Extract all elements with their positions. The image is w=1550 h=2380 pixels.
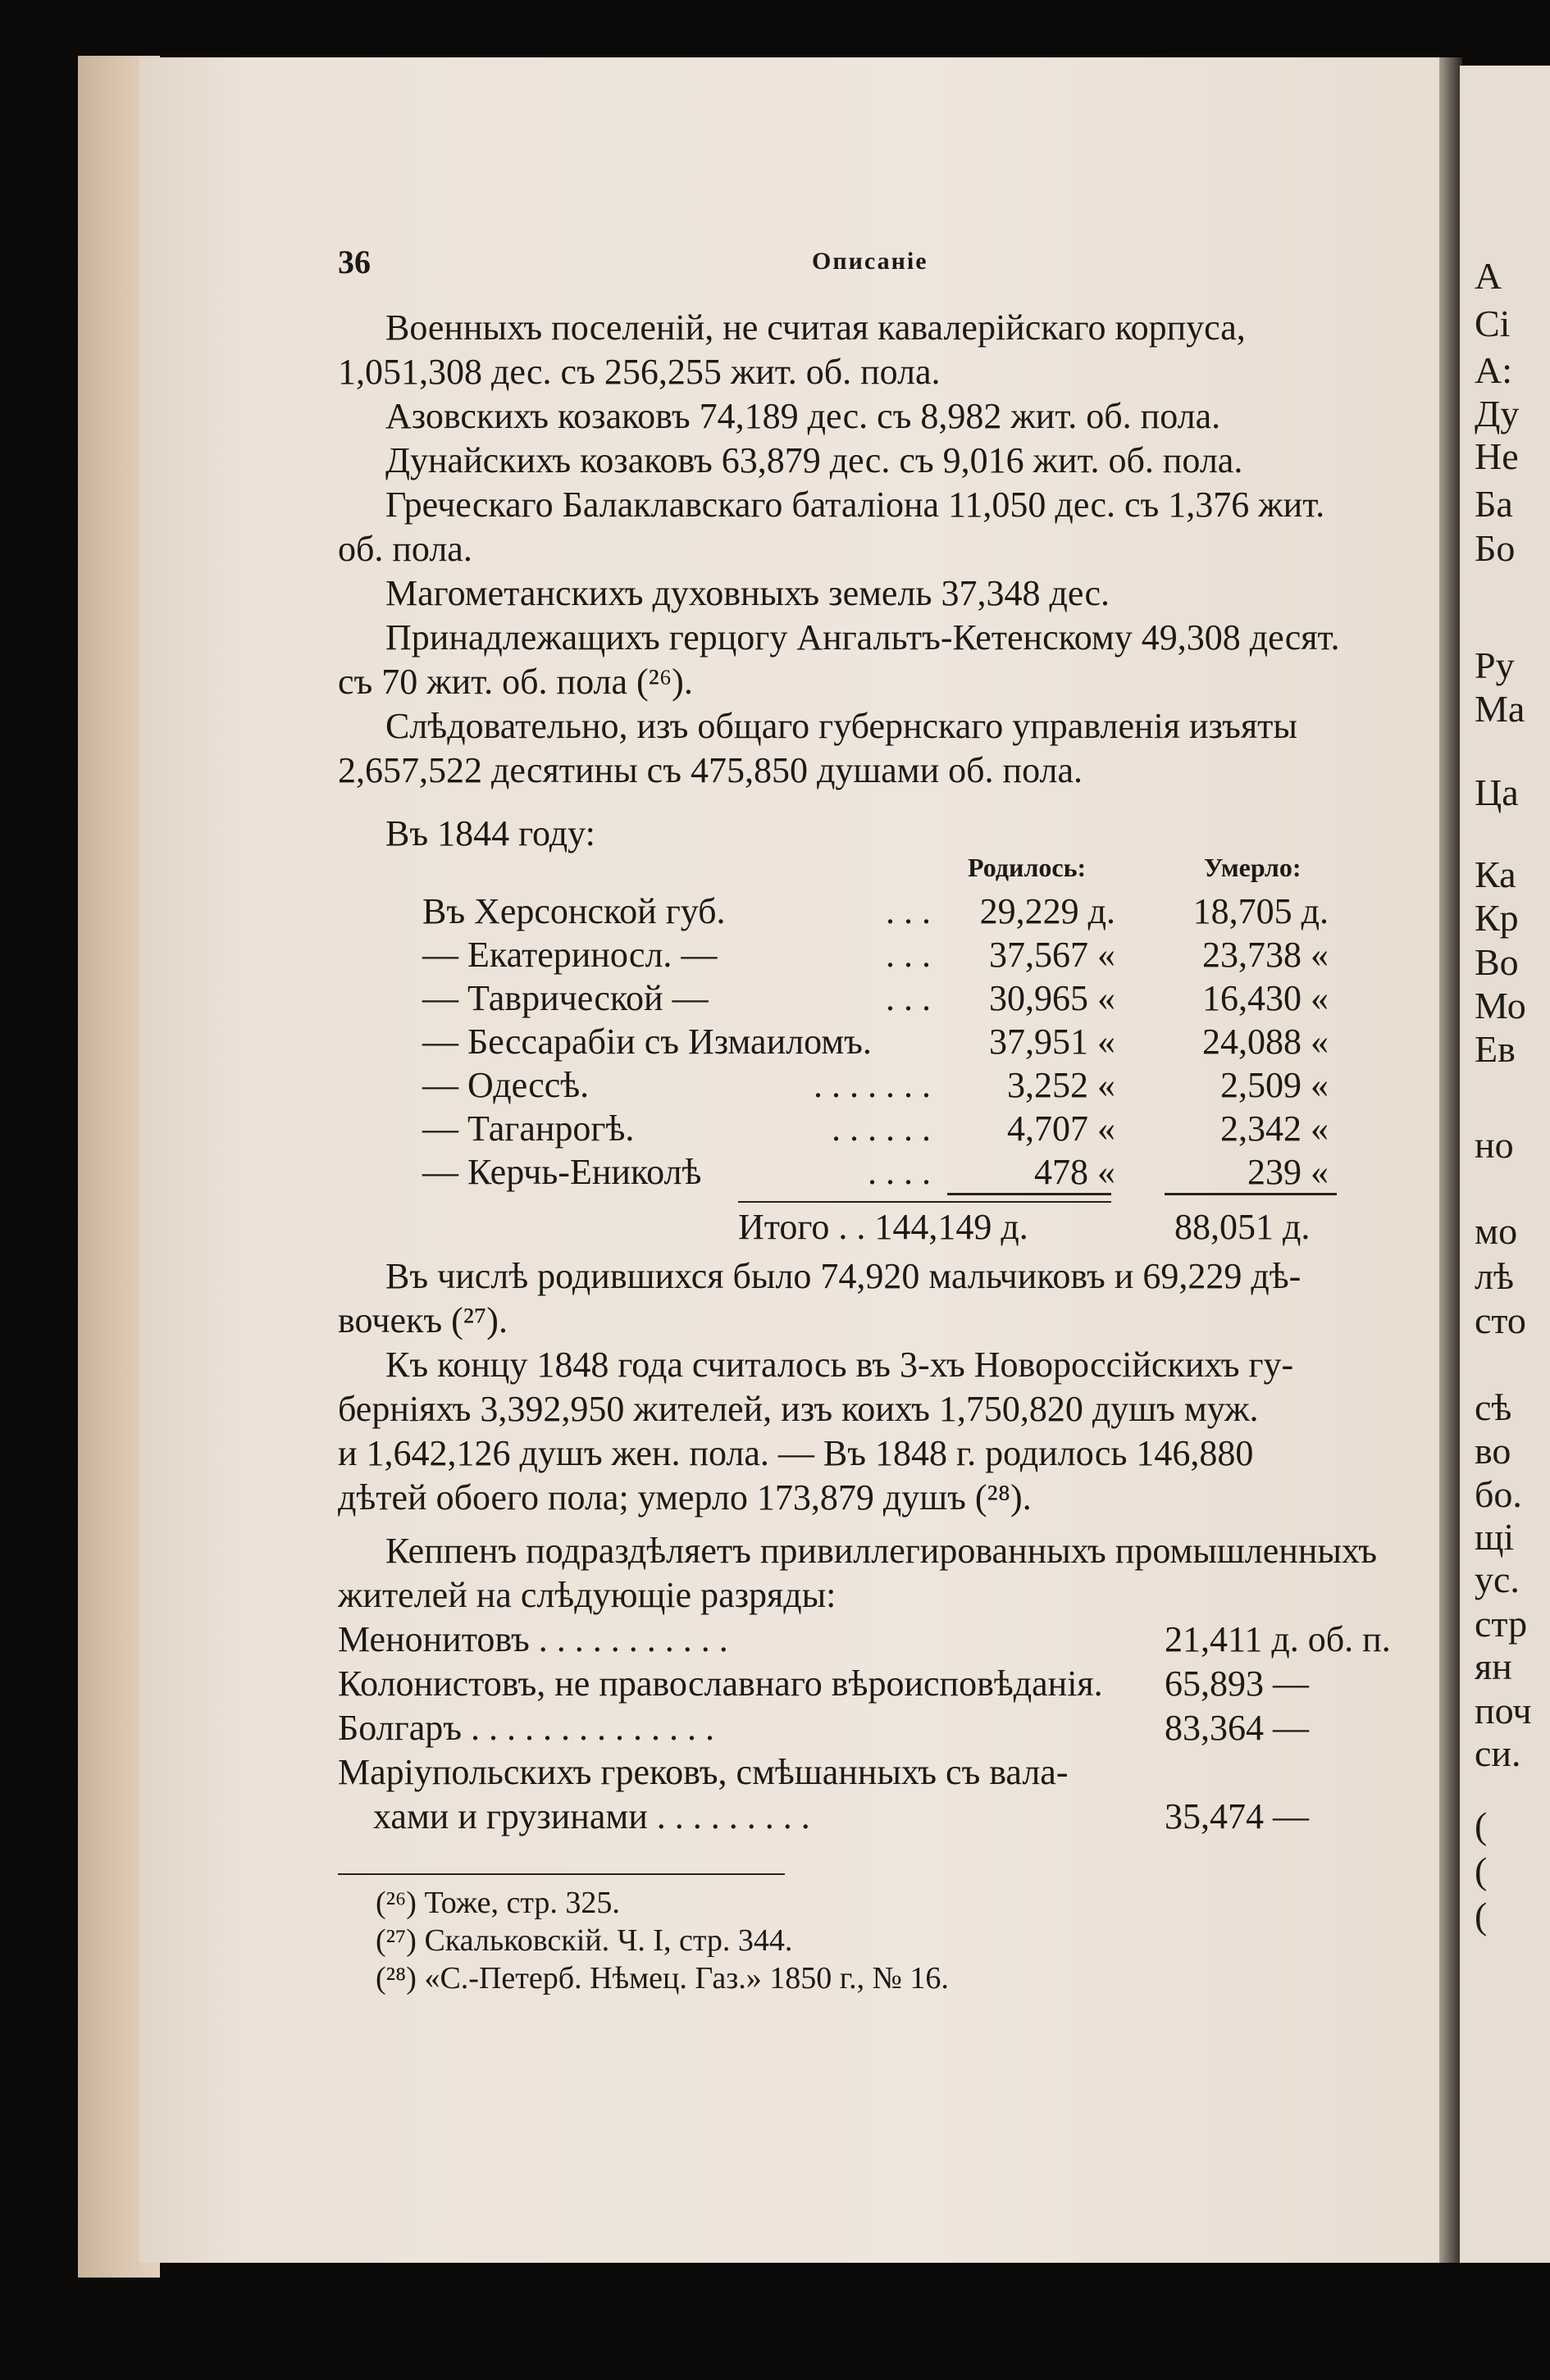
facing-page-fragment: лѣ [1475, 1255, 1514, 1297]
text-line: дѣтей обоего пола; умерло 173,879 душъ (²⁸). [338, 1477, 1032, 1518]
table-row-label: — Керчь-Eниколѣ [422, 1152, 702, 1192]
class-value: 65,893 — [1165, 1663, 1309, 1704]
facing-page-fragment: си. [1475, 1732, 1521, 1774]
text-line: об. пола. [338, 529, 472, 569]
facing-page-fragment: ( [1475, 1850, 1488, 1891]
table-cell-died: 2,342 « [1220, 1108, 1329, 1149]
text-line: Кеппенъ подраздѣляетъ привиллегированныхъ промышленныхъ [385, 1531, 1378, 1571]
sum-rule [947, 1193, 1111, 1195]
text-line: и 1,642,126 душъ жен. пола. — Въ 1848 г. родилось 146,880 [338, 1433, 1254, 1473]
facing-page-fragment: Ца [1475, 771, 1519, 813]
facing-page-fragment: стр [1475, 1603, 1528, 1645]
table-row-leader: . . . [886, 891, 931, 931]
text-line: Слѣдовательно, изъ общаго губернскаго управленія изъяты [385, 706, 1297, 746]
table-cell-born: 4,707 « [1007, 1108, 1115, 1149]
facing-page-edge [1460, 66, 1550, 2263]
table-row-label: — Таганрогѣ. [422, 1108, 635, 1149]
class-label: хами и грузинами . . . . . . . . . [373, 1796, 810, 1836]
facing-page-fragment: мо [1475, 1210, 1518, 1252]
facing-page-fragment: Не [1475, 435, 1519, 477]
table-row-leader: . . . . [868, 1152, 931, 1192]
text-line: 2,657,522 десятины съ 475,850 душами об. пола. [338, 750, 1083, 790]
text-line: Въ 1844 году: [385, 813, 595, 853]
class-label: Колонистовъ, не православнаго вѣроисповѣданія. [338, 1663, 1103, 1704]
text-line: берніяхъ 3,392,950 жителей, изъ коихъ 1,750,820 душъ муж. [338, 1389, 1259, 1429]
table-row-label: — Екатериносл. — [422, 935, 718, 975]
text-line: съ 70 жит. об. пола (²⁶). [338, 662, 693, 702]
facing-page-fragment: ус. [1475, 1559, 1520, 1600]
facing-page-fragment: Ба [1475, 483, 1513, 525]
class-label: Менонитовъ . . . . . . . . . . . [338, 1619, 728, 1659]
facing-page-fragment: Сі [1475, 303, 1511, 344]
table-cell-died: 239 « [1247, 1152, 1329, 1192]
class-value: 83,364 — [1165, 1708, 1309, 1748]
text-line: Азовскихъ козаковъ 74,189 дес. съ 8,982 жит. об. пола. [385, 396, 1221, 436]
facing-page-fragment: А: [1475, 349, 1512, 391]
footnote: (²⁷) Скальковскій. Ч. I, стр. 344. [376, 1923, 793, 1958]
page-number: 36 [338, 243, 371, 280]
class-label: Болгаръ . . . . . . . . . . . . . . [338, 1708, 714, 1748]
total-died: 88,051 д. [1174, 1207, 1311, 1247]
facing-page-fragment: бо. [1475, 1473, 1522, 1515]
table-row-leader: . . . [886, 935, 931, 975]
text-line: Греческаго Балаклавскаго баталіона 11,050 дес. съ 1,376 жит. [385, 485, 1325, 525]
class-value: 35,474 — [1165, 1796, 1309, 1836]
facing-page-fragment: ( [1475, 1804, 1488, 1846]
running-title: Описаніе [812, 248, 928, 275]
table-cell-born: 3,252 « [1007, 1065, 1115, 1105]
text-line: Принадлежащихъ герцогу Ангальтъ-Кетенскому 49,308 десят. [385, 617, 1340, 658]
facing-page-fragment: Ру [1475, 644, 1515, 686]
facing-page-fragment: Кр [1475, 897, 1519, 939]
table-row-label: — Таврической — [422, 978, 709, 1018]
facing-page-fragment: Ка [1475, 853, 1516, 895]
table-cell-born: 478 « [1034, 1152, 1115, 1192]
text-line: вочекъ (²⁷). [338, 1300, 508, 1340]
facing-page-fragment: ( [1475, 1895, 1488, 1936]
facing-page-fragment: Ев [1475, 1028, 1516, 1070]
facing-page-fragment: А [1475, 255, 1502, 297]
table-row-leader: . . . . . . [832, 1108, 931, 1149]
facing-page-fragment: поч [1475, 1690, 1532, 1732]
sum-rule [738, 1201, 1111, 1203]
table-cell-born: 37,567 « [989, 935, 1115, 975]
facing-page-fragment: сто [1475, 1299, 1526, 1341]
table-row-label: — Бессарабіи съ Измаиломъ. [422, 1022, 872, 1062]
table-cell-died: 2,509 « [1220, 1065, 1329, 1105]
facing-page-fragment: Бо [1475, 527, 1516, 569]
table-cell-died: 23,738 « [1202, 935, 1329, 975]
table-row-label: Въ Херсонской губ. [422, 891, 726, 931]
class-value: 21,411 д. об. п. [1165, 1619, 1391, 1659]
facing-page-fragment: Во [1475, 941, 1519, 983]
table-cell-died: 24,088 « [1202, 1022, 1329, 1062]
column-header-died: Умерло: [1204, 853, 1302, 882]
table-cell-born: 30,965 « [989, 978, 1115, 1018]
facing-page-fragment: но [1475, 1124, 1514, 1166]
footnote-rule [338, 1873, 785, 1875]
sum-rule [1165, 1193, 1337, 1195]
table-cell-died: 18,705 д. [1192, 891, 1329, 931]
text-line: 1,051,308 дес. съ 256,255 жит. об. пола. [338, 352, 941, 392]
footnote: (²⁸) «С.-Петерб. Нѣмец. Газ.» 1850 г., № 16. [376, 1961, 949, 1995]
text-line: Въ числѣ родившихся было 74,920 мальчиковъ и 69,229 дѣ- [385, 1256, 1302, 1296]
total-born: Итого . . 144,149 д. [738, 1207, 1028, 1247]
text-line: Къ концу 1848 года считалось въ 3-хъ Новороссійскихъ гу- [385, 1345, 1294, 1385]
table-cell-born: 37,951 « [989, 1022, 1115, 1062]
table-cell-born: 29,229 д. [979, 891, 1115, 931]
facing-page-fragment: Мо [1475, 985, 1526, 1026]
class-label: Маріупольскихъ грековъ, смѣшанныхъ съ вала- [338, 1752, 1069, 1792]
page-gutter [1439, 57, 1462, 2263]
facing-page-fragment: щі [1475, 1516, 1515, 1558]
facing-page-fragment: Ма [1475, 688, 1525, 730]
column-header-born: Родилось: [968, 853, 1087, 882]
table-cell-died: 16,430 « [1202, 978, 1329, 1018]
facing-page-fragment: ян [1475, 1645, 1512, 1687]
footnote: (²⁶) Тоже, стр. 325. [376, 1886, 620, 1920]
facing-page-fragment: Ду [1475, 393, 1520, 435]
text-line: Магометанскихъ духовныхъ земель 37,348 дес. [385, 573, 1110, 613]
table-row-leader: . . . . . . . [814, 1065, 931, 1105]
table-row-label: — Одессѣ. [422, 1065, 590, 1105]
table-row-leader: . . . [886, 978, 931, 1018]
facing-page-fragment: сѣ [1475, 1386, 1512, 1428]
text-line: жителей на слѣдующіе разряды: [338, 1575, 837, 1615]
facing-page-fragment: во [1475, 1430, 1511, 1472]
text-line: Дунайскихъ козаковъ 63,879 дес. съ 9,016 жит. об. пола. [385, 440, 1243, 480]
text-line: Военныхъ поселеній, не считая кавалерійскаго корпуса, [385, 307, 1246, 348]
